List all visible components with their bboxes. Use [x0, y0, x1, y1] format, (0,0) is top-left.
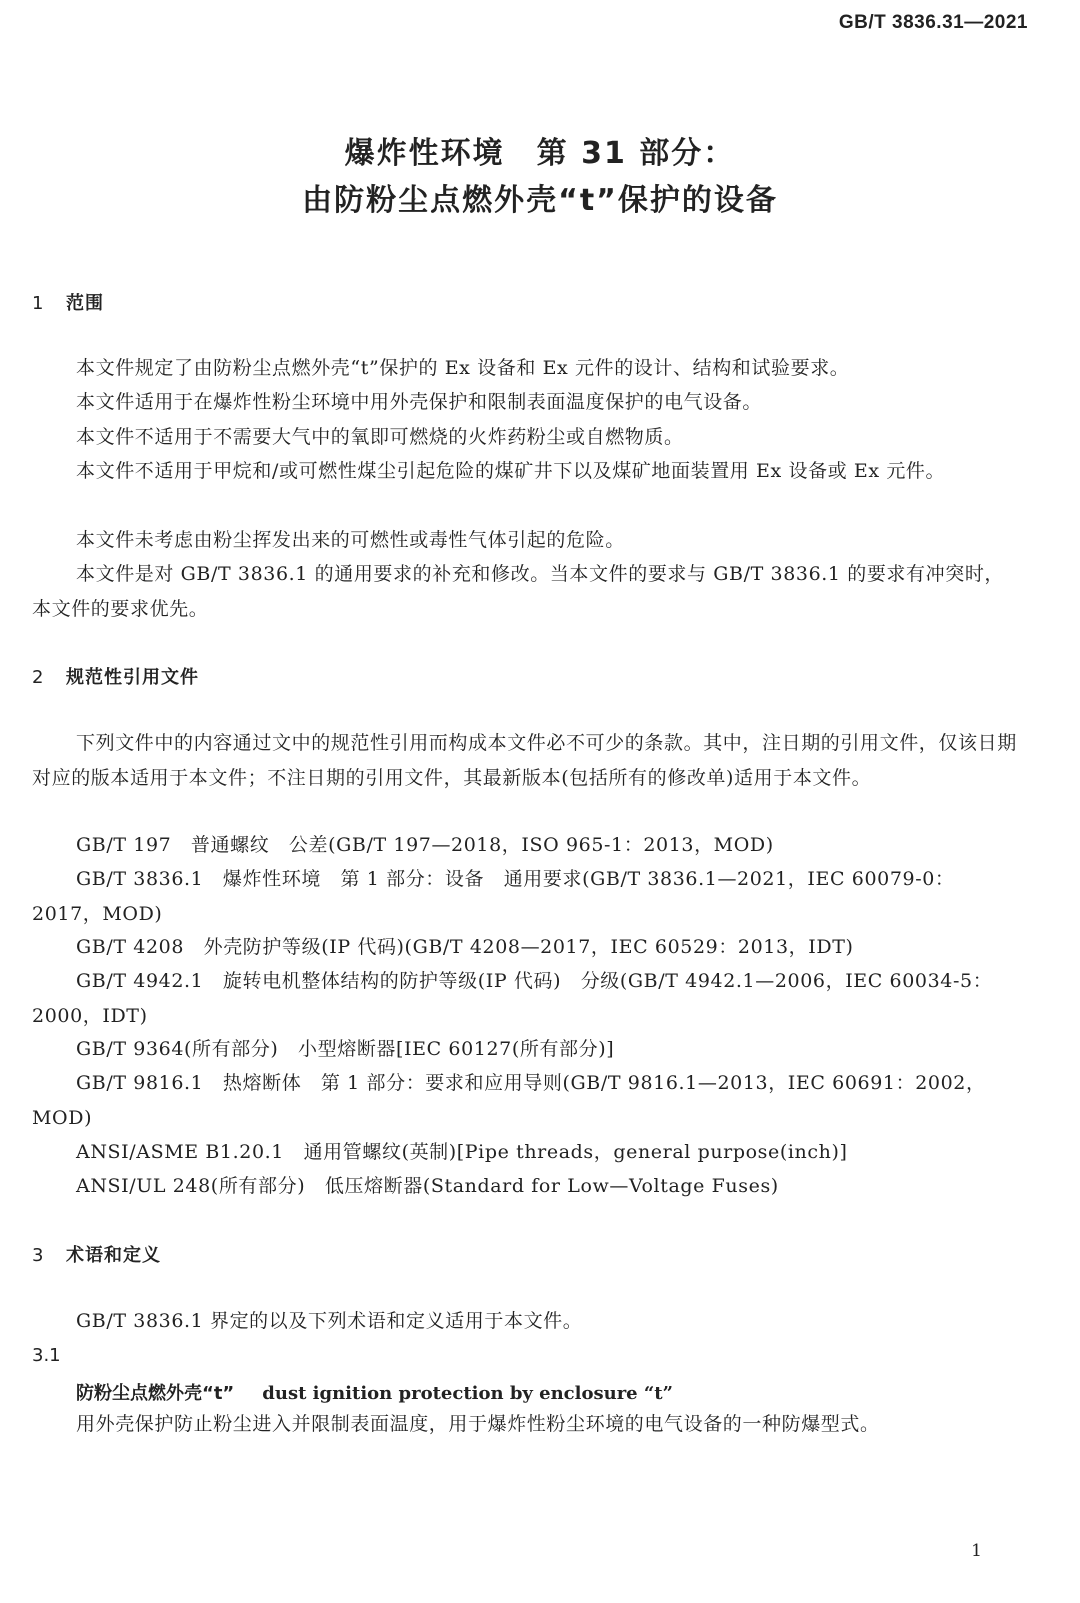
section-1-paragraph: 本文件不适用于甲烷和/或可燃性煤尘引起危险的煤矿井下以及煤矿地面装置用 Ex 设备或 Ex 元件。 [76, 460, 946, 482]
section-1-paragraph: 本文件规定了由防粉尘点燃外壳“t”保护的 Ex 设备和 Ex 元件的设计、结构和试验要求。 [76, 357, 850, 379]
section-1-title: 范围 [66, 293, 104, 314]
reference-item: ANSI/ASME B1.20.1 通用管螺纹(英制)[Pipe threads，general purpose(inch)] [76, 1141, 848, 1163]
term-chinese: 防粉尘点燃外壳“t” [76, 1383, 235, 1404]
section-1-paragraph: 本文件适用于在爆炸性粉尘环境中用外壳保护和限制表面温度保护的电气设备。 [76, 391, 763, 413]
section-1-paragraph: 本文件未考虑由粉尘挥发出来的可燃性或毒性气体引起的危险。 [76, 529, 625, 551]
term-english: dust ignition protection by enclosure “t” [262, 1383, 673, 1404]
section-2-title: 规范性引用文件 [66, 667, 199, 688]
reference-item: ANSI/UL 248(所有部分) 低压熔断器(Standard for Low—Voltage Fuses) [76, 1175, 779, 1197]
reference-item: GB/T 9364(所有部分) 小型熔断器[IEC 60127(所有部分)] [76, 1038, 615, 1060]
section-2-number: 2 [32, 667, 45, 688]
document-title-line1: 爆炸性环境 第 31 部分： [344, 136, 736, 171]
reference-item: GB/T 3836.1 爆炸性环境 第 1 部分：设备 通用要求(GB/T 3836.1—2021，IEC 60079-0：2017，MOD) [32, 868, 955, 925]
section-2-heading [32, 663, 199, 689]
reference-item: GB/T 4208 外壳防护等级(IP 代码)(GB/T 4208—2017，IEC 60529：2013，IDT) [76, 936, 854, 958]
page-number: 1 [971, 1541, 982, 1561]
section-1-number: 1 [32, 293, 45, 314]
section-3-intro: GB/T 3836.1 界定的以及下列术语和定义适用于本文件。 [76, 1310, 583, 1332]
section-1-heading [32, 289, 104, 315]
section-1-paragraph: 本文件不适用于不需要大气中的氧即可燃烧的火炸药粉尘或自燃物质。 [76, 426, 684, 448]
section-3-number: 3 [32, 1245, 45, 1266]
reference-item: GB/T 9816.1 热熔断体 第 1 部分：要求和应用导则(GB/T 9816.1—2013，IEC 60691：2002，MOD) [32, 1072, 986, 1129]
reference-item: GB/T 197 普通螺纹 公差(GB/T 197—2018，ISO 965-1：2013，MOD) [76, 834, 774, 856]
section-3-heading [32, 1241, 161, 1267]
reference-item: GB/T 4942.1 旋转电机整体结构的防护等级(IP 代码) 分级(GB/T 4942.1—2006，IEC 60034-5：2000，IDT) [32, 970, 993, 1027]
section-3-title: 术语和定义 [66, 1245, 161, 1266]
section-1-paragraph: 本文件是对 GB/T 3836.1 的通用要求的补充和修改。当本文件的要求与 GB/T 3836.1 的要求有冲突时，本文件的要求优先。 [32, 563, 1005, 620]
document-title-line2: 由防粉尘点燃外壳“t”保护的设备 [302, 183, 778, 218]
clause-number: 3.1 [32, 1345, 61, 1366]
term-heading [76, 1379, 673, 1405]
section-2-intro: 下列文件中的内容通过文中的规范性引用而构成本文件必不可少的条款。其中，注日期的引用文件，仅该日期对应的版本适用于本文件；不注日期的引用文件，其最新版本(包括所有的修改单)适用于本文件。 [32, 732, 1017, 789]
term-definition: 用外壳保护防止粉尘进入并限制表面温度，用于爆炸性粉尘环境的电气设备的一种防爆型式。 [76, 1413, 880, 1435]
standard-number: GB/T 3836.31—2021 [838, 12, 1028, 33]
